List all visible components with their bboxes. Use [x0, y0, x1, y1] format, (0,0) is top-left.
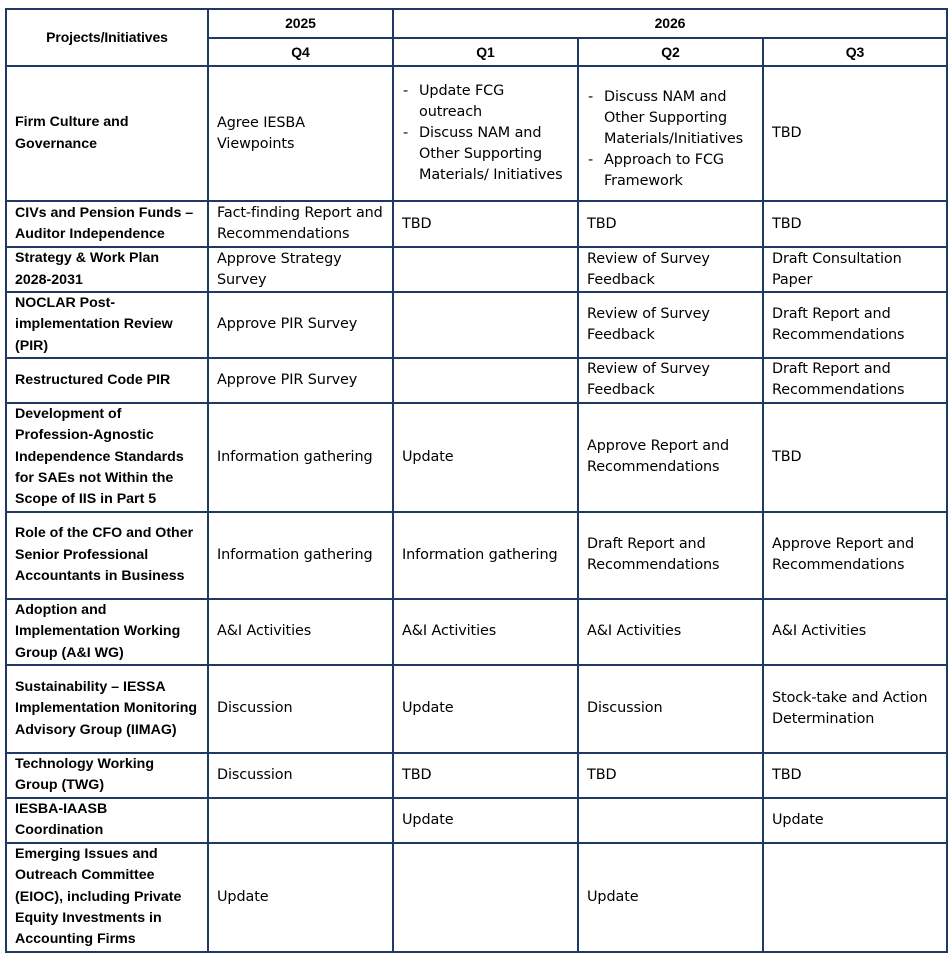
- q2-2026-cell: Review of Survey Feedback: [578, 358, 763, 403]
- q4-2025-cell: Discussion: [208, 665, 393, 753]
- q1-2026-cell: [393, 843, 578, 952]
- project-name: NOCLAR Post-implementation Review (PIR): [6, 292, 208, 358]
- bullet-list: [402, 81, 569, 186]
- project-name: IESBA-IAASB Coordination: [6, 798, 208, 843]
- list-item: - Update FCG outreach: [419, 81, 569, 123]
- q4-2025-cell: A&I Activities: [208, 599, 393, 665]
- q2-2026-cell: Draft Report and Recommendations: [578, 512, 763, 599]
- project-name: CIVs and Pension Funds – Auditor Independence: [6, 201, 208, 247]
- q3-2026-cell: TBD: [763, 753, 947, 798]
- q3-2026-cell: Draft Report and Recommendations: [763, 292, 947, 358]
- quarter-header-q1: Q1: [393, 38, 578, 66]
- table-row: [6, 247, 947, 292]
- q3-2026-cell: TBD: [763, 403, 947, 512]
- q1-2026-cell: A&I Activities: [393, 599, 578, 665]
- q4-2025-cell: Fact-finding Report and Recommendations: [208, 201, 393, 247]
- project-name: Development of Profession-Agnostic Independence Standards for SAEs not Within the Scope of IIS in Part 5: [6, 403, 208, 512]
- q4-2025-cell: Approve PIR Survey: [208, 292, 393, 358]
- q3-2026-cell: Draft Report and Recommendations: [763, 358, 947, 403]
- q1-2026-cell: [393, 292, 578, 358]
- quarter-header-q4: Q4: [208, 38, 393, 66]
- table-row: [6, 843, 947, 952]
- q2-2026-cell: TBD: [578, 753, 763, 798]
- q4-2025-cell: Agree IESBA Viewpoints: [208, 66, 393, 201]
- q2-2026-cell: Approve Report and Recommendations: [578, 403, 763, 512]
- q3-2026-cell: Stock-take and Action Determination: [763, 665, 947, 753]
- project-name: Emerging Issues and Outreach Committee (EIOC), including Private Equity Investments in Accounting Firms: [6, 843, 208, 952]
- q4-2025-cell: Approve Strategy Survey: [208, 247, 393, 292]
- project-name: Strategy & Work Plan 2028-2031: [6, 247, 208, 292]
- table-row: [6, 599, 947, 665]
- projects-header: Projects/Initiatives: [6, 9, 208, 66]
- q3-2026-cell: [763, 843, 947, 952]
- q2-2026-cell: Review of Survey Feedback: [578, 292, 763, 358]
- bullet-list: [587, 87, 754, 192]
- project-name: Firm Culture and Governance: [6, 66, 208, 201]
- q1-2026-cell: TBD: [393, 753, 578, 798]
- list-item: - Approach to FCG Framework: [604, 150, 754, 192]
- q1-2026-cell: [393, 358, 578, 403]
- q2-2026-cell: Review of Survey Feedback: [578, 247, 763, 292]
- project-name: Restructured Code PIR: [6, 358, 208, 403]
- q2-2026-cell: Discussion: [578, 665, 763, 753]
- q2-2026-cell: [578, 798, 763, 843]
- table-row: [6, 665, 947, 753]
- list-item: - Discuss NAM and Other Supporting Materials/ Initiatives: [419, 123, 569, 186]
- table-row: [6, 753, 947, 798]
- q2-2026-cell: Update: [578, 843, 763, 952]
- q1-2026-cell: TBD: [393, 201, 578, 247]
- table-row: [6, 798, 947, 843]
- q2-2026-cell: TBD: [578, 201, 763, 247]
- q3-2026-cell: Update: [763, 798, 947, 843]
- year-2026-header: 2026: [393, 9, 947, 38]
- q1-2026-cell: [393, 247, 578, 292]
- q1-2026-cell: Update: [393, 665, 578, 753]
- project-name: Role of the CFO and Other Senior Professional Accountants in Business: [6, 512, 208, 599]
- q1-2026-cell: Update: [393, 403, 578, 512]
- table-row: [6, 201, 947, 247]
- q2-2026-cell: [578, 66, 763, 201]
- q3-2026-cell: TBD: [763, 201, 947, 247]
- table-row: [6, 403, 947, 512]
- work-plan-table: [5, 8, 948, 953]
- year-2025-header: 2025: [208, 9, 393, 38]
- q1-2026-cell: Update: [393, 798, 578, 843]
- project-name: Sustainability – IESSA Implementation Monitoring Advisory Group (IIMAG): [6, 665, 208, 753]
- list-item: - Discuss NAM and Other Supporting Materials/Initiatives: [604, 87, 754, 150]
- q3-2026-cell: A&I Activities: [763, 599, 947, 665]
- q3-2026-cell: Draft Consultation Paper: [763, 247, 947, 292]
- quarter-header-q3: Q3: [763, 38, 947, 66]
- table-row: [6, 358, 947, 403]
- q4-2025-cell: Information gathering: [208, 403, 393, 512]
- q3-2026-cell: Approve Report and Recommendations: [763, 512, 947, 599]
- q4-2025-cell: Update: [208, 843, 393, 952]
- q4-2025-cell: Approve PIR Survey: [208, 358, 393, 403]
- table-row: [6, 66, 947, 201]
- project-name: Adoption and Implementation Working Group (A&I WG): [6, 599, 208, 665]
- table-row: [6, 512, 947, 599]
- q4-2025-cell: [208, 798, 393, 843]
- q3-2026-cell: TBD: [763, 66, 947, 201]
- q4-2025-cell: Information gathering: [208, 512, 393, 599]
- q1-2026-cell: [393, 66, 578, 201]
- q2-2026-cell: A&I Activities: [578, 599, 763, 665]
- q1-2026-cell: Information gathering: [393, 512, 578, 599]
- table-row: [6, 292, 947, 358]
- project-name: Technology Working Group (TWG): [6, 753, 208, 798]
- q4-2025-cell: Discussion: [208, 753, 393, 798]
- quarter-header-q2: Q2: [578, 38, 763, 66]
